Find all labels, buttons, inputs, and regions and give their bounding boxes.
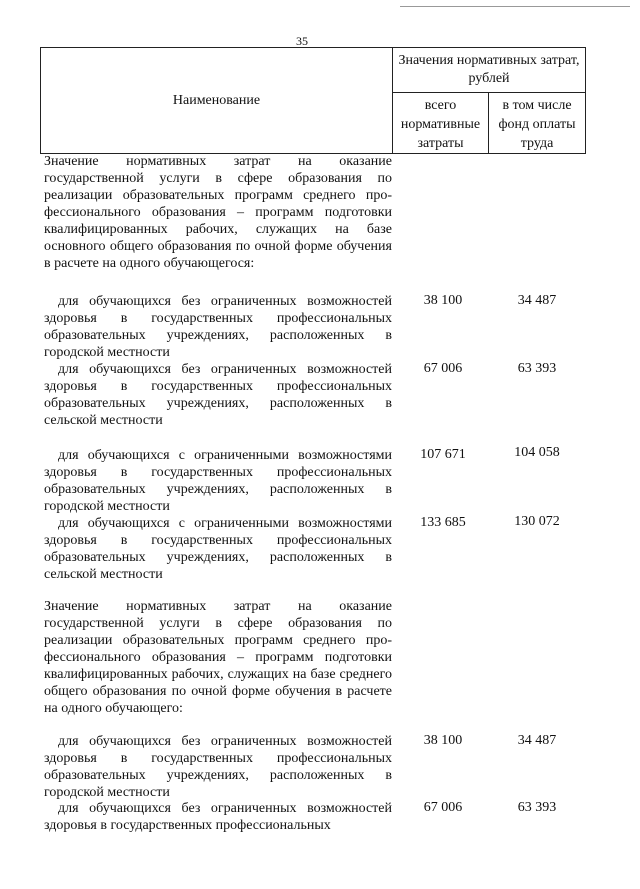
row-label: для обучающихся с ограниченными возможностями здоровья в государственных профессиональных образовательных учреждениях, расположенных в сельской местности [44,516,392,582]
row-total: 67 006 [423,800,463,815]
header-name: Наименование [172,92,261,108]
row-total: 67 006 [423,361,463,376]
top-rule [400,6,630,7]
row-wage: 63 393 [517,361,557,376]
section-title: Значение нормативных затрат на оказание государственной услуги в сфере образования по реализации образовательных программ среднего профессионального образования – программ подготовки квалифицированных рабочих, служащих на базе основного общего образования по очной форме обучения в расчете на одного обучающегося: [44,154,392,271]
header-group: Значения нормативных затрат, рублей [398,53,580,86]
row-label: для обучающихся без ограниченных возможностей здоровья в государственных профессиональных образовательных учреждениях, расположенных в городской местности [44,294,392,360]
row-label: для обучающихся без ограниченных возможностей здоровья в государственных профессиональных образовательных учреждениях, расположенных в сельской местности [44,362,392,428]
header-wage: в том числе фонд оплаты труда [498,98,576,151]
header-wage-cell [488,92,586,154]
row-label: для обучающихся с ограниченными возможностями здоровья в государственных профессиональных образовательных учреждениях, расположенных в городской местности [44,448,392,514]
row-total: 38 100 [423,293,463,308]
row-wage: 34 487 [517,733,557,748]
row-label: для обучающихся без ограниченных возможностей здоровья в государственных профессиональных образовательных учреждениях, расположенных в городской местности [44,734,392,800]
row-total: 133 685 [420,515,466,530]
header-total: всего нормативные затраты [400,98,481,151]
row-wage: 63 393 [517,800,557,815]
row-total: 107 671 [420,447,466,462]
header-total-cell [392,92,489,154]
row-label: для обучающихся без ограниченных возможностей здоровья в государственных профессиональных [44,801,392,833]
row-wage: 34 487 [517,293,557,308]
row-wage: 130 072 [514,514,560,529]
header-group-cell [392,47,586,93]
row-total: 38 100 [423,733,463,748]
page-number: 35 [296,34,308,48]
header-name-cell [40,47,393,154]
section-title: Значение нормативных затрат на оказание государственной услуги в сфере образования по реализации образовательных программ среднего профессионального образования – программ подготовки квалифицированных рабочих, служащих на базе среднего общего образования по очной форме обучения в расчете на одного обучающего: [44,599,392,716]
row-wage: 104 058 [514,445,560,460]
